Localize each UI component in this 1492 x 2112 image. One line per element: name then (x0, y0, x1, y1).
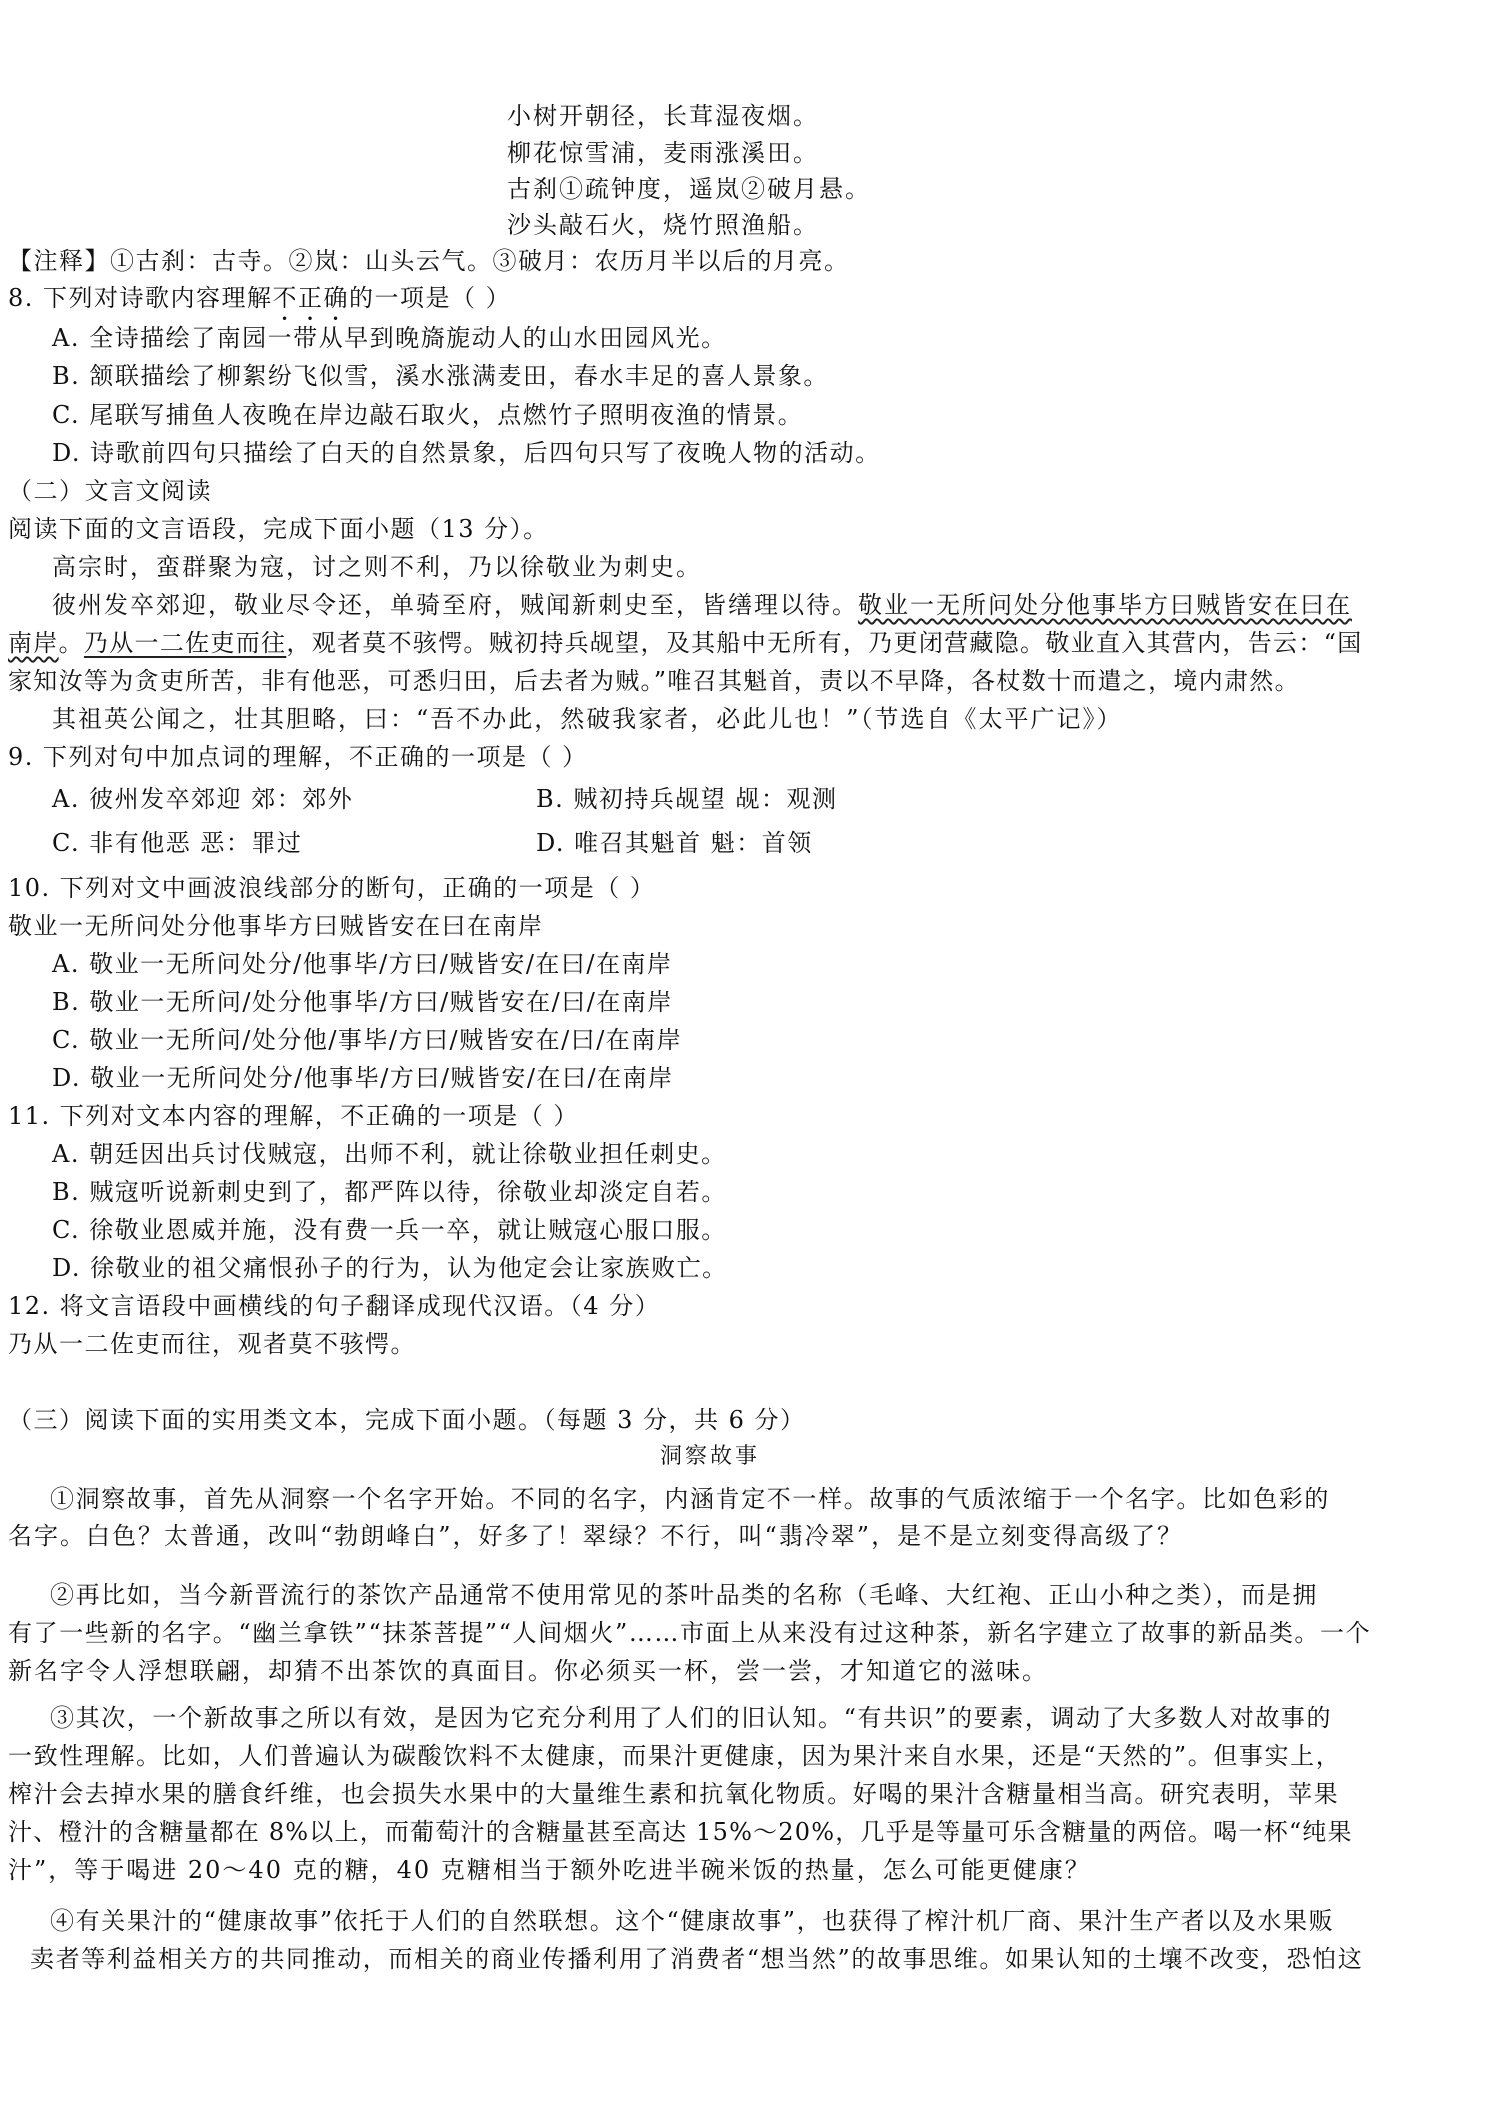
article-p1-line1: ①洞察故事，首先从洞察一个名字开始。不同的名字，内涵肯定不一样。故事的气质浓缩于一个名字。比如色彩的 (50, 1485, 1330, 1513)
q10-option-c: C. 敬业一无所问/处分他/事毕/方曰/贼皆安在/曰/在南岸 (52, 1026, 683, 1054)
classical-para-2-end: 家知汝等为贪吏所苦，非有他恶，可悉归田，后去者为贼。”唯召其魁首，责以不早降，各杖数十而遣之，境内肃然。 (8, 667, 1300, 695)
q11-option-c: C. 徐敬业恩威并施，没有费一兵一卒，就让贼寇心服口服。 (52, 1216, 727, 1244)
classical-para-1: 高宗时，蛮群聚为寇，讨之则不利，乃以徐敬业为刺史。 (52, 553, 702, 581)
classical-para-2-text: 彼州发卒郊迎，敬业尽令还，单骑至府，贼闻新刺史至，皆缮理以待。 (52, 591, 858, 619)
poem-line-2: 柳花惊雪浦，麦雨涨溪田。 (507, 139, 819, 167)
q11-option-d: D. 徐敬业的祖父痛恨孙子的行为，认为他定会让家族败亡。 (52, 1254, 728, 1282)
section2-instruction: 阅读下面的文言语段，完成下面小题（13 分）。 (8, 515, 549, 543)
classical-para-3: 其祖英公闻之，壮其胆略，曰：“吾不办此，然破我家者，必此儿也！”（节选自《太平广记》） (52, 705, 1123, 733)
q11-option-a: A. 朝廷因出兵讨伐贼寇，出师不利，就让徐敬业担任刺史。 (52, 1140, 727, 1168)
poem-line-3: 古刹①疏钟度，遥岚②破月悬。 (507, 175, 871, 203)
article-p2-line1: ②再比如，当今新晋流行的茶饮产品通常不使用常见的茶叶品类的名称（毛峰、大红袍、正山小种之类），而是拥 (50, 1581, 1318, 1609)
classical-para-2-cont (8, 628, 1363, 658)
q9-option-c: C. 非有他恶 恶：罪过 (52, 829, 303, 857)
q8-stem-part2: 的一项是（ ） (349, 284, 512, 312)
q11-option-b: B. 贼寇听说新刺史到了，都严阵以待，徐敬业却淡定自若。 (52, 1178, 727, 1206)
article-p3-line1: ③其次，一个新故事之所以有效，是因为它充分利用了人们的旧认知。“有共识”的要素，调动了大多数人对故事的 (50, 1704, 1333, 1732)
q9-option-d: D. 唯召其魁首 魁：首领 (536, 829, 813, 857)
q12-text: 乃从一二佐吏而往，观者莫不骇愕。 (8, 1330, 416, 1358)
article-p3-line5: 汁”，等于喝进 20～40 克的糖，40 克糖相当于额外吃进半碗米饭的热量，怎么可能更健康？ (8, 1856, 1091, 1884)
classical-para-2 (52, 590, 1352, 620)
article-title: 洞察故事 (660, 1444, 761, 1469)
poem-note: 【注释】①古刹：古寺。②岚：山头云气。③破月：农历月半以后的月亮。 (8, 247, 850, 275)
q8-stem-part1: 8. 下列对诗歌内容理解 (8, 284, 273, 312)
q8-stem-emphasis: 不正确 (272, 284, 350, 312)
wavy-underline-sentence: 敬业一无所问处分他事毕方曰贼皆安在曰在 (858, 591, 1352, 619)
q9-option-b: B. 贼初持兵觇望 觇：观测 (536, 785, 838, 813)
wavy-underline-sentence-end: 南岸 (8, 629, 59, 657)
q8-option-c: C. 尾联写捕鱼人夜晚在岸边敲石取火，点燃竹子照明夜渔的情景。 (52, 401, 804, 429)
q8-stem (8, 283, 511, 326)
classical-para-2-rest: ，观者莫不骇愕。贼初持兵觇望，及其船中无所有，乃更闭营藏隐。敬业直入其营内，告云：“国 (286, 629, 1363, 657)
section3-heading: （三）阅读下面的实用类文本，完成下面小题。（每题 3 分，共 6 分） (8, 1406, 806, 1434)
article-p3-line3: 榨汁会去掉水果的膳食纤维，也会损失水果中的大量维生素和抗氧化物质。好喝的果汁含糖量相当高。研究表明，苹果 (8, 1780, 1340, 1808)
q8-option-a: A. 全诗描绘了南园一带从早到晚旖旎动人的山水田园风光。 (52, 324, 727, 352)
section2-heading: （二）文言文阅读 (8, 477, 212, 505)
article-p4-line1: ④有关果汁的“健康故事”依托于人们的自然联想。这个“健康故事”，也获得了榨汁机厂商、果汁生产者以及水果贩 (50, 1907, 1335, 1935)
q10-option-a: A. 敬业一无所问处分/他事毕/方曰/贼皆安/在曰/在南岸 (52, 950, 673, 978)
article-p2-line2: 有了一些新的名字。“幽兰拿铁”“抹茶菩提”“人间烟火”……市面上从来没有过这种茶，新名字建立了故事的新品类。一个 (8, 1619, 1372, 1647)
q10-text: 敬业一无所问处分他事毕方曰贼皆安在曰在南岸 (8, 912, 544, 940)
article-p2-line3: 新名字令人浮想联翩，却猜不出茶饮的真面目。你必须买一杯，尝一尝，才知道它的滋味。 (8, 1657, 1048, 1685)
q10-option-d: D. 敬业一无所问处分/他事毕/方曰/贼皆安/在曰/在南岸 (52, 1064, 674, 1092)
poem-line-1: 小树开朝径，长茸湿夜烟。 (507, 102, 819, 130)
underlined-sentence: 乃从一二佐吏而往 (83, 629, 287, 657)
article-p3-line2: 一致性理解。比如，人们普遍认为碳酸饮料不太健康，而果汁更健康，因为果汁来自水果，还是“天然的”。但事实上， (8, 1742, 1342, 1770)
punctuation: 。 (58, 629, 84, 657)
q11-stem: 11. 下列对文本内容的理解，不正确的一项是（ ） (8, 1102, 579, 1130)
article-p1-line2: 名字。白色？太普通，改叫“勃朗峰白”，好多了！翠绿？不行，叫“翡冷翠”，是不是立刻变得高级了？ (8, 1522, 1184, 1550)
article-p4-line2: 卖者等利益相关方的共同推动，而相关的商业传播利用了消费者“想当然”的故事思维。如果认知的土壤不改变，恐怕这 (30, 1945, 1364, 1973)
q9-option-a: A. 彼州发卒郊迎 郊：郊外 (52, 785, 354, 813)
q8-option-b: B. 颔联描绘了柳絮纷飞似雪，溪水涨满麦田，春水丰足的喜人景象。 (52, 362, 829, 390)
q12-stem: 12. 将文言语段中画横线的句子翻译成现代汉语。（4 分） (8, 1292, 661, 1320)
q10-stem: 10. 下列对文中画波浪线部分的断句，正确的一项是（ ） (8, 874, 656, 902)
poem-line-4: 沙头敲石火，烧竹照渔船。 (507, 211, 819, 239)
q9-stem: 9. 下列对句中加点词的理解，不正确的一项是（ ） (8, 743, 588, 771)
q8-option-d: D. 诗歌前四句只描绘了白天的自然景象，后四句只写了夜晚人物的活动。 (52, 439, 881, 467)
article-p3-line4: 汁、橙汁的含糖量都在 8%以上，而葡萄汁的含糖量甚至高达 15%～20%，几乎是等量可乐含糖量的两倍。喝一杯“纯果 (8, 1818, 1353, 1846)
q10-option-b: B. 敬业一无所问/处分他事毕/方曰/贼皆安在/曰/在南岸 (52, 988, 673, 1016)
